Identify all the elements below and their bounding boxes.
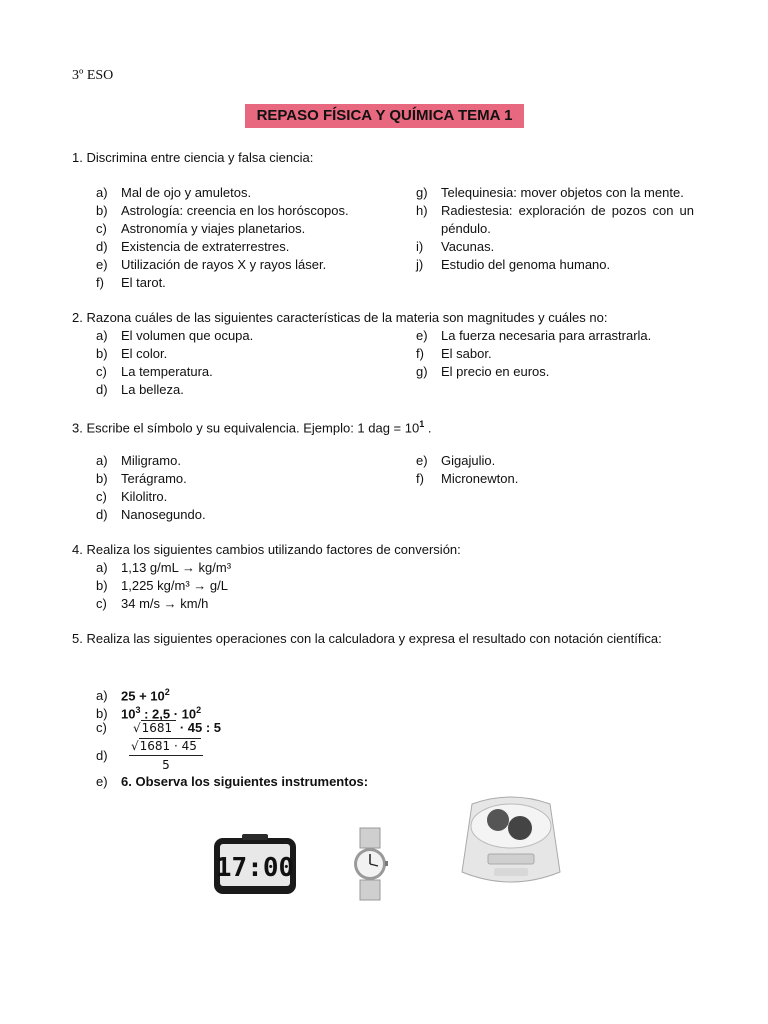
list-item: a) Mal de ojo y amuletos. <box>96 185 252 200</box>
list-item: c) 34 m/s → km/h <box>96 596 209 611</box>
list-item: d) Existencia de extraterrestres. <box>96 239 290 254</box>
list-item: a) Miligramo. <box>96 453 181 468</box>
wristwatch-image <box>350 826 390 902</box>
kitchen-scale-image <box>458 792 564 896</box>
list-item: e) Gigajulio. <box>416 453 496 468</box>
list-item: f) El tarot. <box>96 275 166 290</box>
question-3-right-list <box>416 452 694 488</box>
list-item: b) 1,225 kg/m³ → g/L <box>96 578 228 593</box>
question-4-list <box>96 559 496 613</box>
list-item: a) El volumen que ocupa. <box>96 328 254 343</box>
question-5-heading: 5. Realiza las siguientes operaciones con la calculadora y expresa el resultado con notación científica: <box>72 631 662 646</box>
list-item: b) Terágramo. <box>96 471 187 486</box>
list-item: c) Kilolitro. <box>96 489 168 504</box>
list-item: c) Astronomía y viajes planetarios. <box>96 221 306 236</box>
list-item: b) Astrología: creencia en los horóscopos. <box>96 203 349 218</box>
digital-clock-image <box>212 832 298 896</box>
question-1-right-list <box>416 184 694 274</box>
fraction: $\frac{√1681 \cdot 45}{5}$ <box>129 737 203 774</box>
question-1-left-list <box>96 184 396 292</box>
list-item: j) Estudio del genoma humano. <box>416 257 611 272</box>
list-item: e) La fuerza necesaria para arrastrarla. <box>416 328 652 343</box>
clock-display-text: 17:00 <box>215 853 295 883</box>
list-item: d) La belleza. <box>96 382 184 397</box>
list-item: b) El color. <box>96 346 168 361</box>
question-3-heading: 3. Escribe el símbolo y su equivalencia. Ejemplo: 1 dag = $10^1$ . <box>72 419 432 436</box>
question-3-left-list <box>96 452 396 524</box>
list-item: a) 1,13 g/mL → kg/m³ <box>96 560 232 575</box>
list-item: g) El precio en euros. <box>416 364 550 379</box>
page-title: REPASO FÍSICA Y QUÍMICA TEMA 1 <box>245 104 524 128</box>
question-4-heading: 4. Realiza los siguientes cambios utilizando factores de conversión: <box>72 542 461 557</box>
question-2-right-list <box>416 327 694 381</box>
list-item: c) La temperatura. <box>96 364 213 379</box>
question-2-heading: 2. Razona cuáles de las siguientes características de la materia son magnitudes y cuáles no: <box>72 310 608 325</box>
list-item: f) El sabor. <box>416 346 492 361</box>
list-item: f) Micronewton. <box>416 471 519 486</box>
list-item: i) Vacunas. <box>416 239 495 254</box>
list-item: h) Radiestesia: exploración de pozos con un péndulo. <box>416 203 694 236</box>
question-1-heading: 1. Discrimina entre ciencia y falsa ciencia: <box>72 150 314 165</box>
operation-d: d) $\frac{√1681 \cdot 45}{5}$ <box>96 737 203 774</box>
operation-c: c) √1681 · 45 : 5 <box>96 720 221 735</box>
operation-e: e) 6. Observa los siguientes instrumentos: <box>96 774 369 789</box>
grade-label: 3º ESO <box>72 68 114 83</box>
operation-b: b) $10^3$ : $2,5 \cdot 10^2$ <box>96 705 202 722</box>
list-item: g) Telequinesia: mover objetos con la mente. <box>416 185 684 200</box>
question-2-left-list <box>96 327 396 399</box>
list-item: e) Utilización de rayos X y rayos láser. <box>96 257 327 272</box>
list-item: d) Nanosegundo. <box>96 507 206 522</box>
operation-a: a) $25 + 10^2$ <box>96 687 170 704</box>
